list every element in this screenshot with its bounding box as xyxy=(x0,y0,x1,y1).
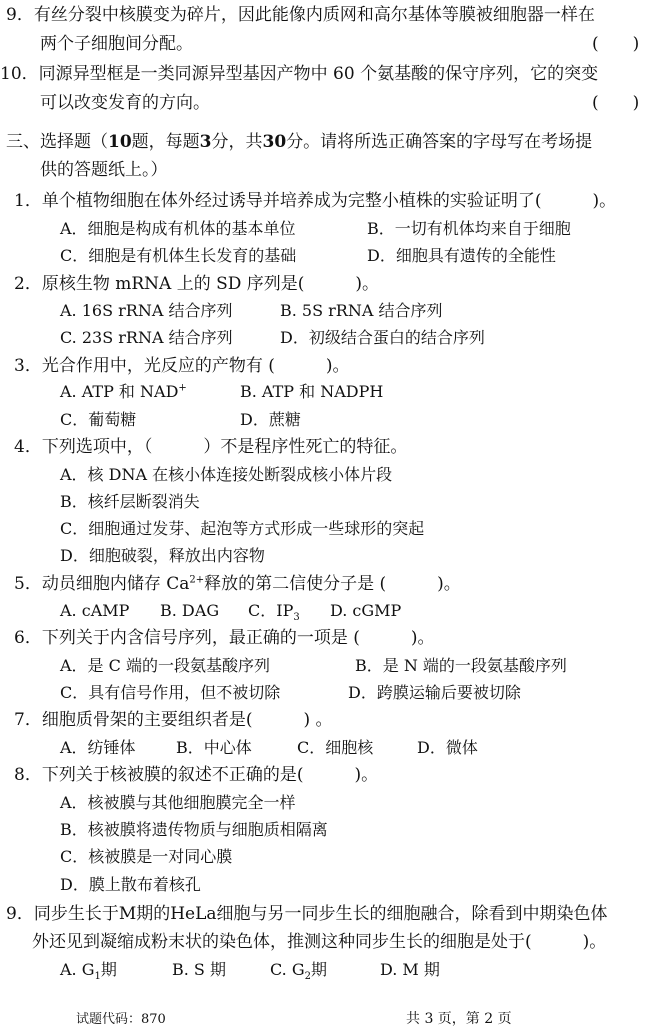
question-9-option-b[interactable]: B. S 期 xyxy=(172,960,226,979)
question-5-option-c[interactable]: C．$IP_3$ xyxy=(248,601,300,624)
tf-10-text: 同源异型框是一类同源异型基因产物中 60 个氨基酸的保守序列，它的突变 xyxy=(38,64,599,84)
question-2-option-d[interactable]: D．初级结合蛋白的结合序列 xyxy=(280,328,485,347)
question-3-option-b[interactable]: B. ATP 和 NADPH xyxy=(240,382,384,401)
question-8-option-c[interactable]: C．核被膜是一对同心膜 xyxy=(60,847,233,866)
question-8-option-a[interactable]: A．核被膜与其他细胞膜完全一样 xyxy=(60,793,296,812)
tf-9-line2 xyxy=(40,33,193,55)
tf-10-line1 xyxy=(0,63,598,85)
question-2-option-b[interactable]: B. 5S rRNA 结合序列 xyxy=(280,301,443,320)
question-1-stem: 1．单个植物细胞在体外经过诱导并培养成为完整小植株的实验证明了( )。 xyxy=(14,191,617,211)
question-6-option-d[interactable]: D．跨膜运输后要被切除 xyxy=(348,683,521,702)
tf-9-line1 xyxy=(6,4,595,26)
question-9-option-c[interactable]: C. $G_2$期 xyxy=(270,960,328,983)
question-5-option-d[interactable]: D. cGMP xyxy=(330,601,402,620)
question-8-option-b[interactable]: B．核被膜将遗传物质与细胞质相隔离 xyxy=(60,820,328,839)
question-7-option-b[interactable]: B．中心体 xyxy=(176,738,252,757)
tf-10-text-cont: 可以改变发育的方向。 xyxy=(40,93,210,113)
question-6-option-b[interactable]: B．是 N 端的一段氨基酸序列 xyxy=(355,656,567,675)
question-9-option-d[interactable]: D. M 期 xyxy=(380,960,440,979)
question-5-option-b[interactable]: B. DAG xyxy=(160,601,220,620)
question-2-option-a[interactable]: A. 16S rRNA 结合序列 xyxy=(60,301,233,320)
question-1-option-d[interactable]: D．细胞具有遗传的全能性 xyxy=(367,246,556,265)
question-4-option-c[interactable]: C．细胞通过发芽、起泡等方式形成一些球形的突起 xyxy=(60,519,425,538)
question-3-option-a[interactable]: A. ATP 和 NAD+ xyxy=(60,382,187,401)
footer-exam-code: 试题代码：870 xyxy=(76,1012,166,1027)
tf-9-text: 有丝分裂中核膜变为碎片，因此能像内质网和高尔基体等膜被细胞器一样在 xyxy=(33,5,595,25)
question-1-option-b[interactable]: B．一切有机体均来自于细胞 xyxy=(367,219,571,238)
question-6-option-c[interactable]: C．具有信号作用，但不被切除 xyxy=(60,683,281,702)
question-1-option-a[interactable]: A．细胞是构成有机体的基本单位 xyxy=(60,219,296,238)
question-1-option-c[interactable]: C．细胞是有机体生长发育的基础 xyxy=(60,246,297,265)
question-5-option-a[interactable]: A. cAMP xyxy=(60,601,130,620)
question-4-stem: 4．下列选项中，（ ）不是程序性死亡的特征。 xyxy=(14,437,408,457)
footer-page-info: 共 3 页，第 2 页 xyxy=(406,1011,512,1027)
question-9-stem-line1: 9．同步生长于M期的HeLa细胞与另一同步生长的细胞融合，除看到中期染色体 xyxy=(6,904,608,924)
question-6-option-a[interactable]: A．是 C 端的一段氨基酸序列 xyxy=(60,656,270,675)
question-9-stem-line2: 外还见到凝缩成粉末状的染色体，推测这种同步生长的细胞是处于( )。 xyxy=(32,932,607,952)
question-4-option-a[interactable]: A．核 DNA 在核小体连接处断裂成核小体片段 xyxy=(60,465,393,484)
question-9-option-a[interactable]: A. $G_1$期 xyxy=(60,960,117,983)
question-6-stem: 6．下列关于内含信号序列，最正确的一项是 ( )。 xyxy=(14,628,435,648)
tf-9-number: 9． xyxy=(6,5,34,25)
tf-9-text-cont: 两个子细胞间分配。 xyxy=(40,34,193,54)
question-2-option-c[interactable]: C. 23S rRNA 结合序列 xyxy=(60,328,233,347)
question-5-stem: 5．动员细胞内储存 $Ca^{2+}$释放的第二信使分子是 ( )。 xyxy=(14,574,461,594)
question-7-option-a[interactable]: A．纺锤体 xyxy=(60,738,136,757)
tf-10-line2 xyxy=(40,92,210,114)
section-3-heading-cont: 供的答题纸上。） xyxy=(40,160,168,180)
tf-10-answer-paren[interactable]: ( ) xyxy=(592,93,640,113)
question-7-stem: 7．细胞质骨架的主要组织者是( ) 。 xyxy=(14,710,333,730)
section-3-heading: 三、选择题（10题，每题3分，共30分。请将所选正确答案的字母写在考场提 xyxy=(6,132,593,152)
question-3-stem: 3．光合作用中，光反应的产物有 ( )。 xyxy=(14,356,350,376)
question-7-option-d[interactable]: D．微体 xyxy=(417,738,478,757)
question-8-option-d[interactable]: D．膜上散布着核孔 xyxy=(60,875,201,894)
tf-10-number: 10． xyxy=(0,64,39,84)
question-3-option-c[interactable]: C．葡萄糖 xyxy=(60,410,137,429)
question-2-stem: 2．原核生物 mRNA 上的 SD 序列是( )。 xyxy=(14,274,380,294)
question-7-option-c[interactable]: C．细胞核 xyxy=(297,738,374,757)
tf-9-answer-paren[interactable]: ( ) xyxy=(592,34,640,54)
question-3-option-d[interactable]: D．蔗糖 xyxy=(240,410,301,429)
question-4-option-d[interactable]: D．细胞破裂，释放出内容物 xyxy=(60,546,265,565)
question-8-stem: 8．下列关于核被膜的叙述不正确的是( )。 xyxy=(14,765,379,785)
question-4-option-b[interactable]: B．核纤层断裂消失 xyxy=(60,492,200,511)
